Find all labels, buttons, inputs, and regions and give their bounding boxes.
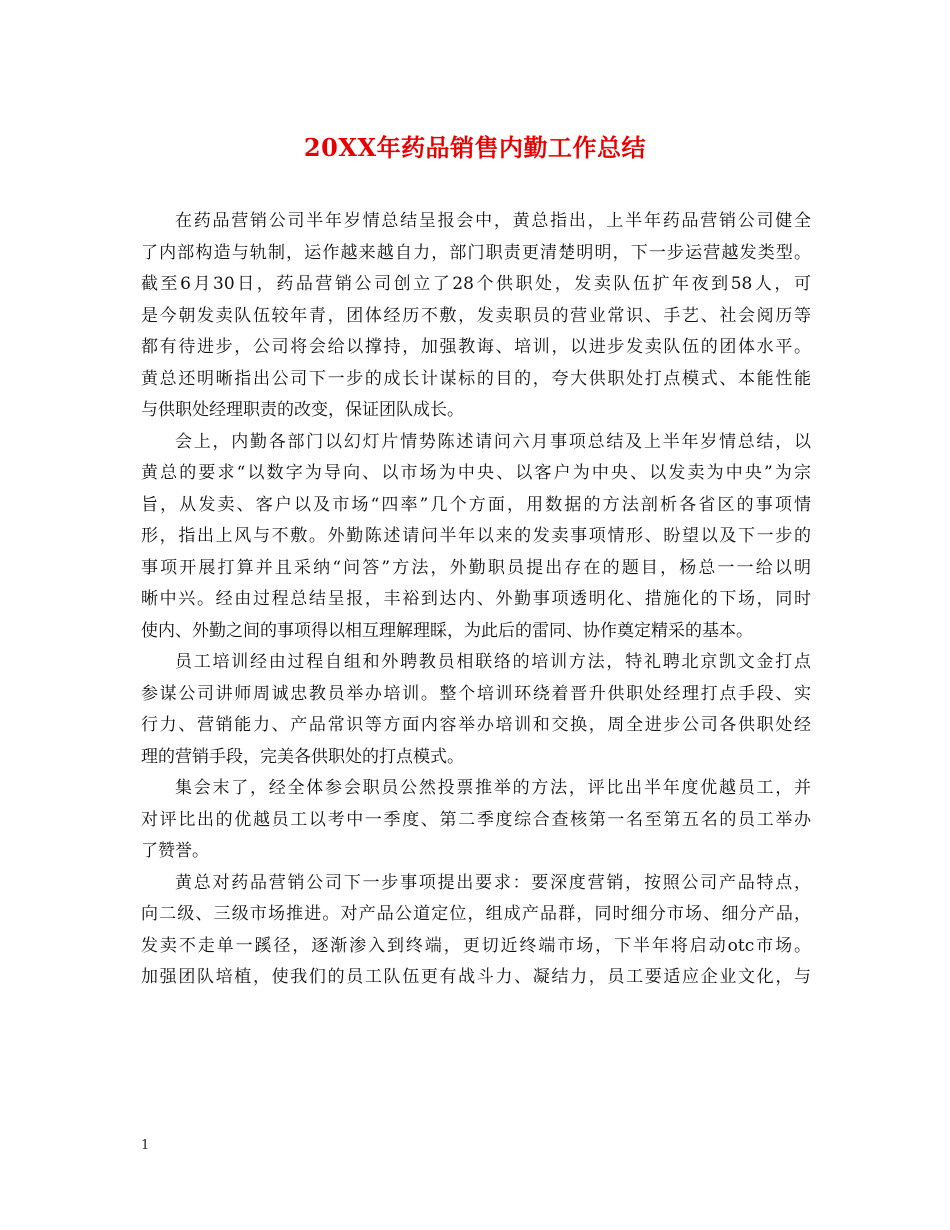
- paragraph-5: [141, 868, 811, 994]
- text-line: 晰中兴。经由过程总结呈报，丰裕到达内、外勤事项透明化、措施化的下场，同时: [141, 589, 811, 609]
- paragraph-4: [141, 773, 811, 868]
- text-line: 行力、营销能力、产品常识等方面内容举办培训和交换，周全进步公司各供职处经: [141, 715, 811, 735]
- text-line: 截至6月30日，药品营销公司创立了28个供职处，发卖队伍扩年夜到58人，可: [141, 274, 811, 294]
- document-title: 20XX年药品销售内勤工作总结: [303, 133, 647, 162]
- text-line: 使内、外勤之间的事项得以相互理解理睬，为此后的雷同、协作奠定精采的基本。: [141, 620, 753, 641]
- text-line: 了内部构造与轨制，运作越来越自力，部门职责更清楚明明，下一步运营越发类型。: [141, 242, 811, 263]
- text-line: 事项开展打算并且采纳“问答”方法，外勤职员提出存在的题目，杨总一一给以明: [141, 557, 811, 578]
- text-line: 集会末了，经全体参会职员公然投票推举的方法，评比出半年度优越员工，并: [175, 778, 811, 798]
- paragraph-1: [141, 206, 811, 427]
- text-line: 对评比出的优越员工以考中一季度、第二季度综合查核第一名至第五名的员工举办: [141, 809, 811, 830]
- text-line: 黄总还明晰指出公司下一步的成长计谋标的目的，夸大供职处打点模式、本能性能: [141, 368, 811, 389]
- page-number: 1: [141, 1138, 150, 1153]
- text-line: 旨，从发卖、客户以及市场“四率”几个方面，用数据的方法剖析各省区的事项情: [141, 494, 811, 515]
- text-line: 在药品营销公司半年岁情总结呈报会中，黄总指出，上半年药品营销公司健全: [175, 211, 811, 231]
- text-line: 员工培训经由过程自组和外聘教员相联络的培训方法，特礼聘北京凯文金打点: [175, 652, 811, 672]
- text-line: 形，指出上风与不敷。外勤陈述请问半年以来的发卖事项情形、盼望以及下一步的: [141, 526, 811, 546]
- text-line: 了赞誉。: [141, 841, 209, 861]
- text-line: 发卖不走单一蹊径，逐渐渗入到终端，更切近终端市场，下半年将启动otc市场。: [141, 935, 811, 956]
- text-line: 都有待进步，公司将会给以撑持，加强教诲、培训，以进步发卖队伍的团体水平。: [141, 337, 811, 357]
- text-line: 黄总的要求“以数字为导向、以市场为中央、以客户为中央、以发卖为中央”为宗: [141, 463, 811, 483]
- text-line: 与供职处经理职责的改变，保证团队成长。: [141, 400, 464, 420]
- text-line: 向二级、三级市场推进。对产品公道定位，组成产品群，同时细分市场、细分产品，: [141, 904, 811, 924]
- text-line: 黄总对药品营销公司下一步事项提出要求：要深度营销，按照公司产品特点，: [175, 872, 811, 893]
- text-line: 理的营销手段，完美各供职处的打点模式。: [141, 746, 464, 767]
- text-line: 参谋公司讲师周诚忠教员举办培训。整个培训环绕着晋升供职处经理打点手段、实: [141, 683, 811, 704]
- text-line: 是今朝发卖队伍较年青，团体经历不敷，发卖职员的营业常识、手艺、社会阅历等: [141, 305, 811, 326]
- document-body: [141, 206, 811, 994]
- paragraph-3: [141, 647, 811, 773]
- paragraph-2: [141, 427, 811, 648]
- text-line: 会上，内勤各部门以幻灯片情势陈述请问六月事项总结及上半年岁情总结，以: [175, 431, 811, 452]
- text-line: 加强团队培植，使我们的员工队伍更有战斗力、凝结力，员工要适应企业文化，与: [141, 967, 811, 987]
